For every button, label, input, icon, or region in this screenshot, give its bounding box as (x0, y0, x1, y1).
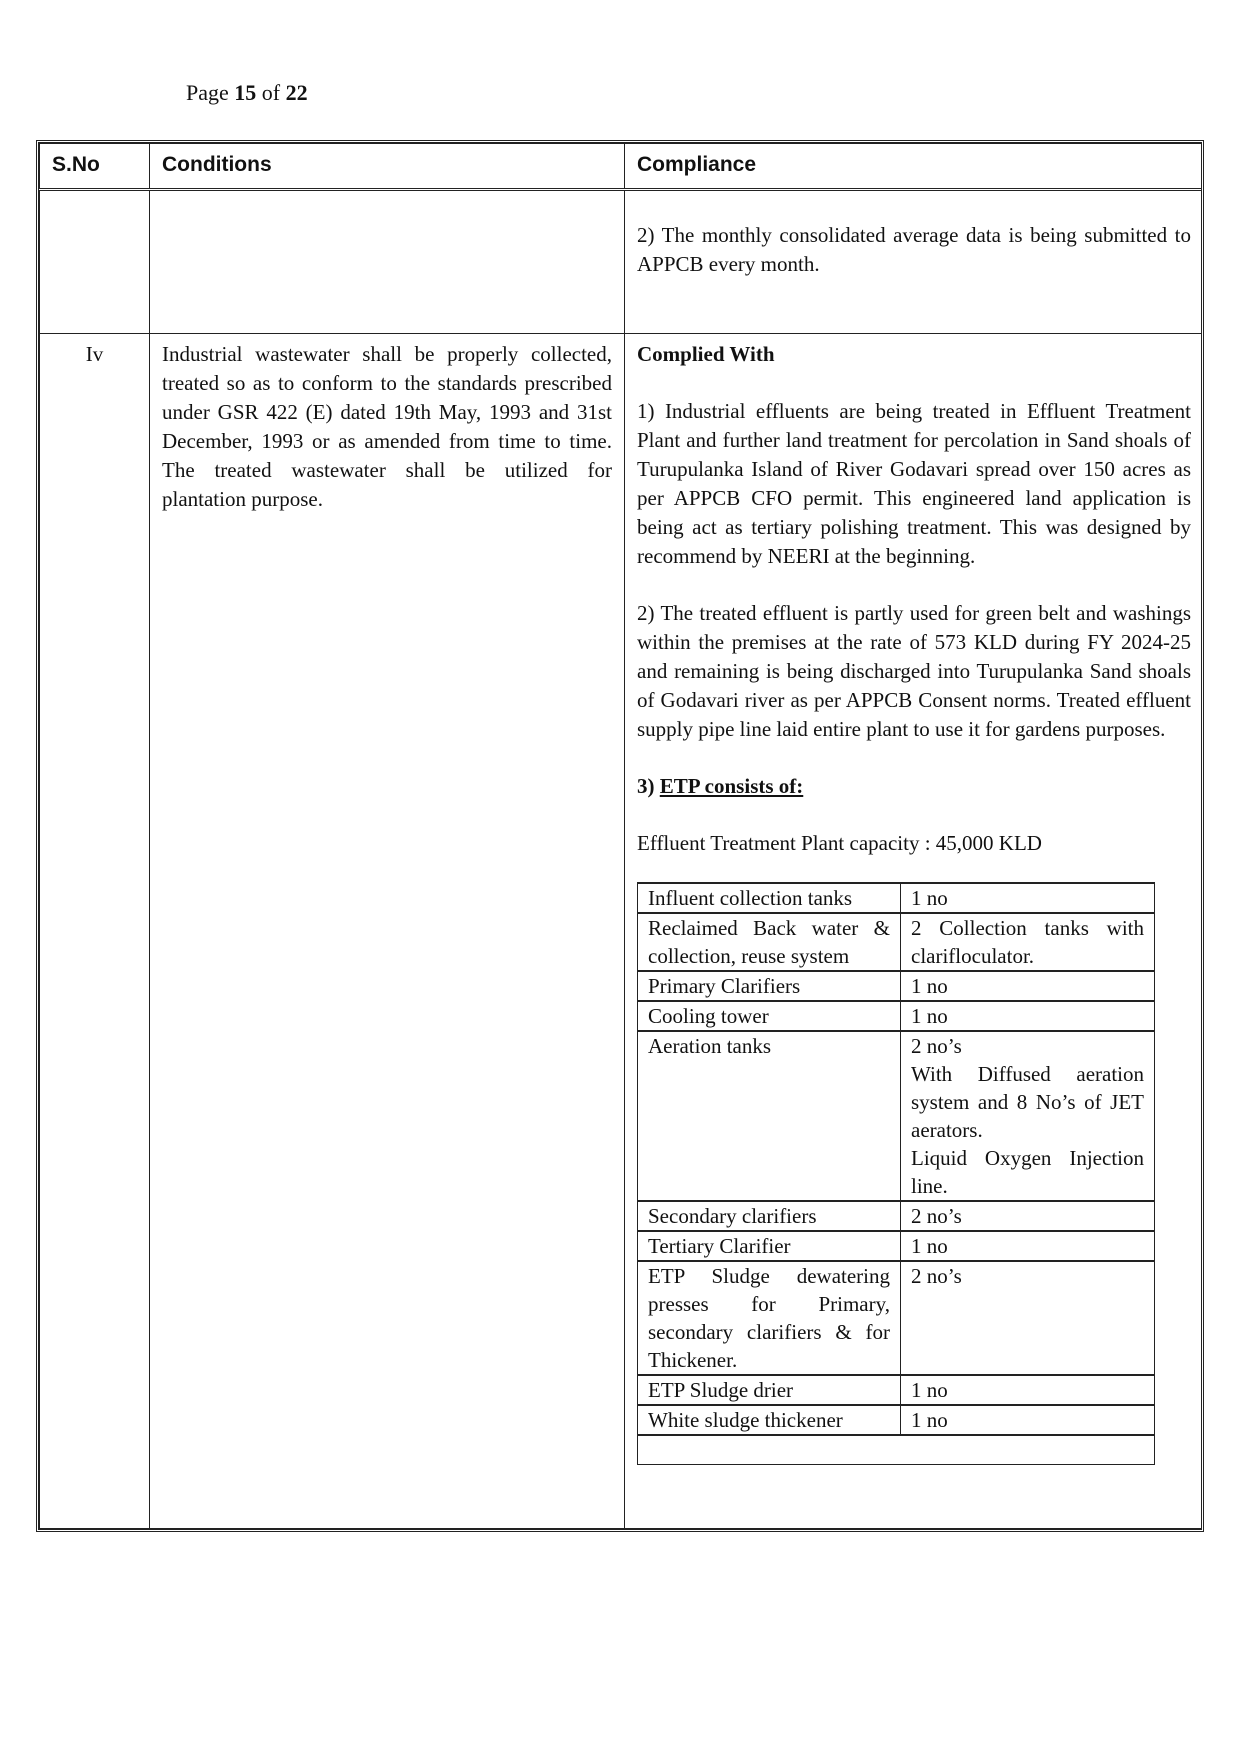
compliance-status: Complied With (637, 342, 775, 366)
etp-row (638, 883, 1155, 913)
row2-compliance-cell (625, 334, 1202, 1529)
header-sno: S.No (40, 144, 150, 190)
row2-condition-text: Industrial wastewater shall be properly collected, treated so as to conform to the standards prescribed under GSR 422 (E) dated 19th May, 1993 and 31st December, 1993 or as amended from time to time. The treated wastewater shall be utilized for plantation purpose. (162, 342, 612, 511)
page-middle: of (256, 80, 286, 105)
etp-qty: 1 no (901, 1405, 1155, 1435)
etp-qty: 1 no (901, 971, 1155, 1001)
etp-qty-detail: Liquid Oxygen Injection line. (911, 1146, 1144, 1198)
etp-row (638, 913, 1155, 971)
etp-empty-row (638, 1435, 1155, 1465)
etp-qty: 2 no’s (901, 1201, 1155, 1231)
etp-item: Secondary clarifiers (638, 1201, 901, 1231)
row2-condition-cell (150, 334, 625, 1529)
etp-qty: 1 no (901, 1231, 1155, 1261)
header-conditions: Conditions (150, 144, 625, 190)
compliance-table (39, 143, 1202, 1529)
etp-row (638, 971, 1155, 1001)
compliance-point-1: 1) Industrial effluents are being treated in Effluent Treatment Plant and further land treatment for percolation in Sand shoals of Turupulanka Island of River Godavari spread over 150 acres as per APPCB CFO permit. This engineered land application is being act as tertiary polishing treatment. This was designed by recommend by NEERI at the beginning. (637, 399, 1191, 568)
etp-item: Reclaimed Back water & collection, reuse system (638, 913, 901, 971)
page-total: 22 (285, 80, 308, 105)
etp-components-table (637, 882, 1155, 1465)
etp-empty-cell (638, 1435, 1155, 1465)
etp-item: Influent collection tanks (638, 883, 901, 913)
table-row (40, 190, 1202, 334)
etp-item: ETP Sludge drier (638, 1375, 901, 1405)
etp-row (638, 1001, 1155, 1031)
etp-qty: 1 no (901, 883, 1155, 913)
etp-qty: 1 no (901, 1375, 1155, 1405)
etp-item: Tertiary Clarifier (638, 1231, 901, 1261)
etp-capacity: Effluent Treatment Plant capacity : 45,000 KLD (637, 831, 1042, 855)
etp-row (638, 1405, 1155, 1435)
etp-qty: 2 no’s (911, 1034, 962, 1058)
page-prefix: Page (186, 80, 235, 105)
etp-item: Cooling tower (638, 1001, 901, 1031)
table-header-row (40, 144, 1202, 190)
etp-qty-cell (901, 1031, 1155, 1201)
compliance-point-3 (637, 772, 1191, 801)
etp-item: White sludge thickener (638, 1405, 901, 1435)
etp-row (638, 1231, 1155, 1261)
row1-sno-cell (40, 190, 150, 334)
page-current: 15 (234, 80, 257, 105)
row1-compliance-text: 2) The monthly consolidated average data is being submitted to APPCB every month. (637, 223, 1191, 276)
etp-qty-detail: With Diffused aeration system and 8 No’s of JET aerators. (911, 1062, 1144, 1142)
etp-qty: 2 no’s (901, 1261, 1155, 1375)
compliance-point-2: 2) The treated effluent is partly used for green belt and washings within the premises at the rate of 573 KLD during FY 2024-25 and remaining is being discharged into Turupulanka Sand shoals of Godavari river as per APPCB Consent norms. Treated effluent supply pipe line laid entire plant to use it for gardens purposes. (637, 601, 1191, 741)
etp-row (638, 1031, 1155, 1201)
etp-qty: 2 Collection tanks with clarifloculator. (901, 913, 1155, 971)
etp-item: Aeration tanks (638, 1031, 901, 1201)
row1-compliance-cell (625, 190, 1202, 334)
etp-row (638, 1201, 1155, 1231)
table-row (40, 334, 1202, 1529)
etp-row (638, 1261, 1155, 1375)
point-3-title: ETP consists of: (659, 774, 804, 798)
point-3-prefix: 3) (637, 774, 660, 798)
etp-item: Primary Clarifiers (638, 971, 901, 1001)
header-compliance: Compliance (625, 144, 1202, 190)
etp-row (638, 1375, 1155, 1405)
row1-condition-cell (150, 190, 625, 334)
row2-sno-cell: Iv (40, 334, 150, 1529)
page-number (186, 80, 308, 106)
compliance-table-frame (36, 140, 1204, 1532)
etp-qty: 1 no (901, 1001, 1155, 1031)
etp-item: ETP Sludge dewatering presses for Primary, secondary clarifiers & for Thickener. (638, 1261, 901, 1375)
